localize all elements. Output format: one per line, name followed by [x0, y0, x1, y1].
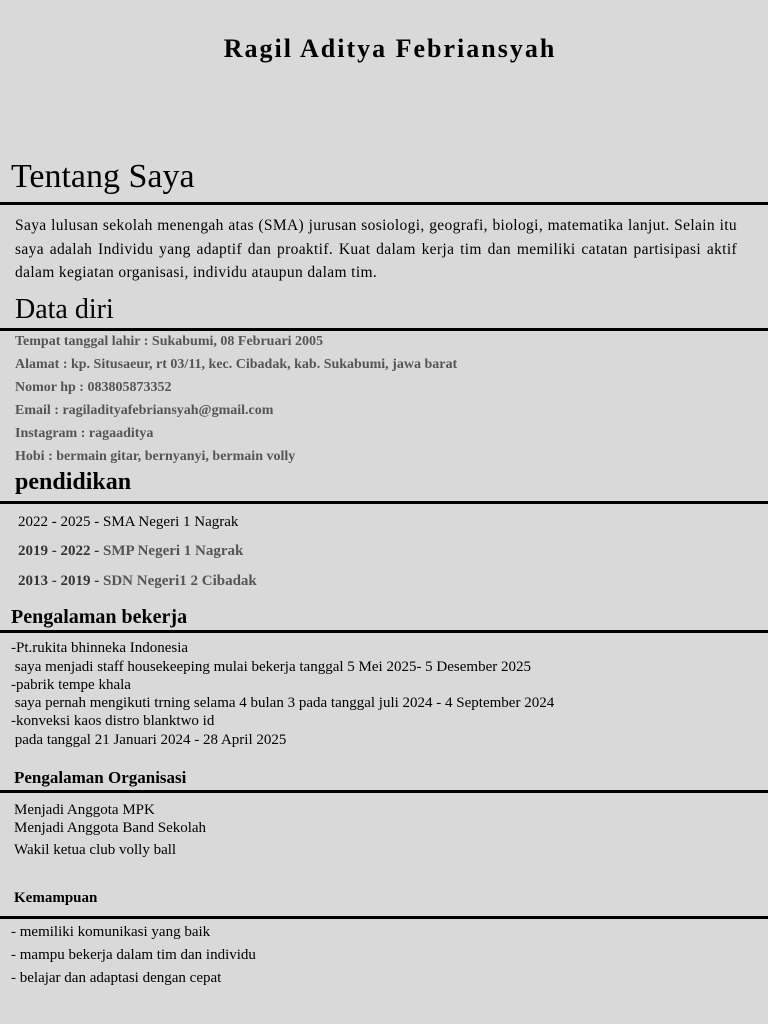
education-school: SMA Negeri 1 Nagrak — [103, 514, 239, 530]
education-year: 2022 - 2025 - — [18, 514, 100, 530]
personal-heading: Data diri — [15, 294, 114, 325]
organization-divider — [0, 790, 768, 793]
education-school: SMP Negeri 1 Nagrak — [103, 543, 244, 559]
organization-heading: Pengalaman Organisasi — [14, 768, 187, 787]
work-line: -pabrik tempe khala — [11, 677, 131, 693]
education-school: SDN Negeri1 2 Cibadak — [103, 573, 257, 589]
education-year: 2019 - 2022 - — [18, 543, 100, 559]
education-item — [18, 514, 238, 531]
education-item — [18, 543, 243, 560]
education-item — [18, 573, 257, 590]
personal-hobby: Hobi : bermain gitar, bernyanyi, bermain volly — [15, 449, 296, 464]
education-divider — [0, 501, 768, 504]
about-text: Saya lulusan sekolah menengah atas (SMA) jurusan sosiologi, geografi, biologi, matematika lanjut. Selain itu saya adalah Individu yang adaptif dan proaktif. Kuat dalam kerja tim dan memiliki catatan partisipasi aktif dalam kegiatan organisasi, individu ataupun dalam tim. — [15, 217, 737, 281]
skill-item: - belajar dan adaptasi dengan cepat — [11, 970, 222, 986]
work-heading: Pengalaman bekerja — [11, 606, 188, 628]
personal-instagram: Instagram : ragaaditya — [15, 426, 154, 441]
education-heading: pendidikan — [15, 469, 132, 495]
skill-item: - memiliki komunikasi yang baik — [11, 924, 211, 940]
work-divider — [0, 630, 768, 633]
skills-heading: Kemampuan — [14, 890, 98, 906]
work-line: saya menjadi staff housekeeping mulai bekerja tanggal 5 Mei 2025- 5 Desember 2025 — [11, 659, 531, 675]
personal-divider — [0, 328, 768, 331]
skill-item: - mampu bekerja dalam tim dan individu — [11, 947, 256, 963]
work-line: saya pernah mengikuti trning selama 4 bulan 3 pada tanggal juli 2024 - 4 September 2024 — [11, 695, 555, 711]
work-line: -Pt.rukita bhinneka Indonesia — [11, 640, 189, 656]
personal-birth: Tempat tanggal lahir : Sukabumi, 08 Februari 2005 — [15, 334, 324, 349]
work-line: -konveksi kaos distro blanktwo id — [11, 713, 215, 729]
work-line: pada tanggal 21 Januari 2024 - 28 April 2025 — [11, 732, 287, 748]
personal-address: Alamat : kp. Situsaeur, rt 03/11, kec. Cibadak, kab. Sukabumi, jawa barat — [15, 357, 458, 372]
organization-line: Wakil ketua club volly ball — [14, 842, 177, 858]
personal-email: Email : ragiladityafebriansyah@gmail.com — [15, 403, 274, 418]
about-divider — [0, 202, 768, 205]
skills-divider — [0, 916, 768, 919]
organization-line: Menjadi Anggota MPK — [14, 802, 155, 818]
about-heading: Tentang Saya — [11, 158, 195, 195]
organization-line: Menjadi Anggota Band Sekolah — [14, 820, 207, 836]
personal-phone: Nomor hp : 083805873352 — [15, 380, 172, 395]
resume-name: Ragil Aditya Febriansyah — [223, 34, 557, 63]
education-year: 2013 - 2019 - — [18, 573, 100, 589]
